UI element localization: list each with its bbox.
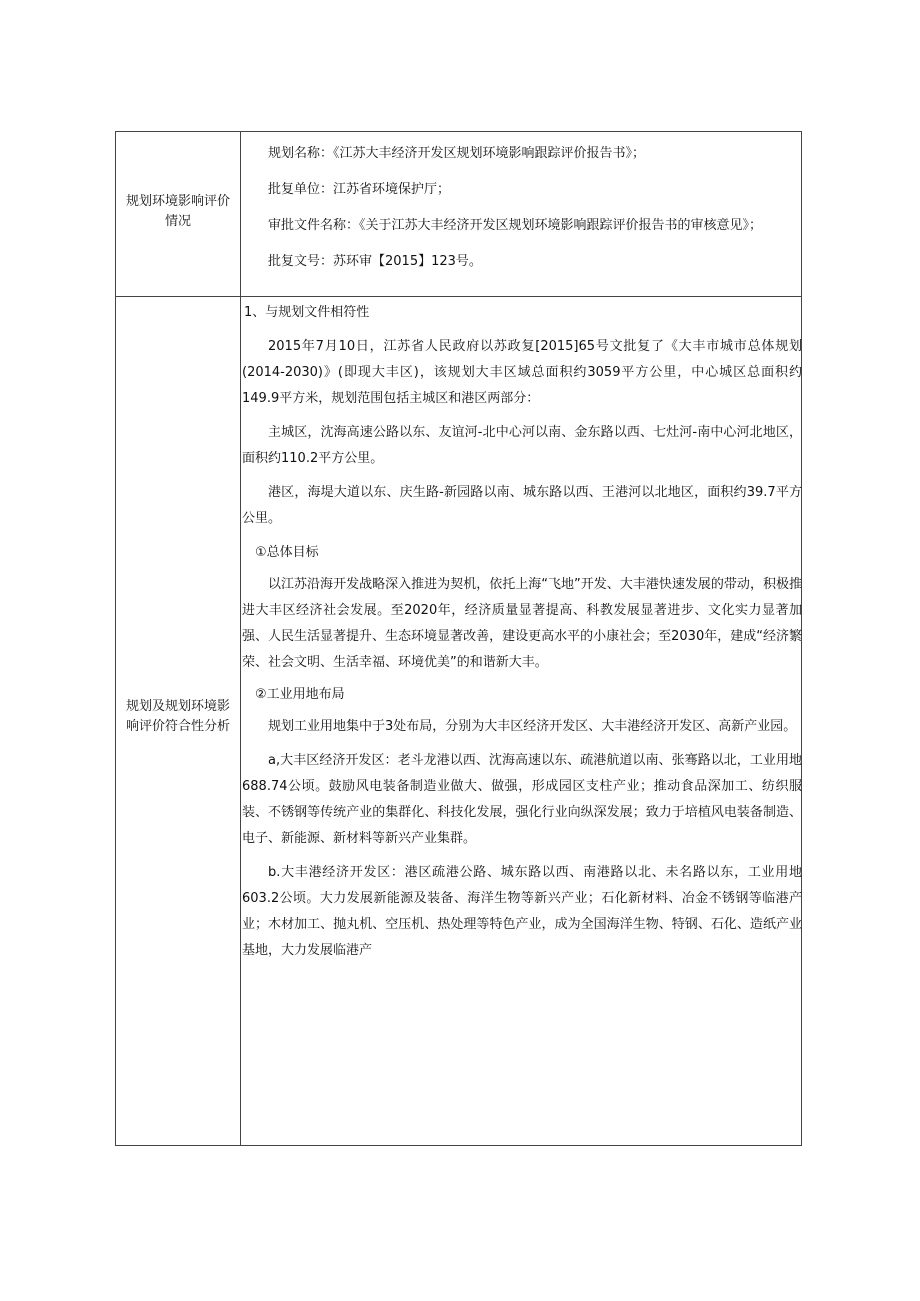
row1-content [242,141,802,275]
approval-number: 批复文号：苏环审【2015】123号。 [268,254,482,269]
row1-label [116,192,240,232]
industrial-layout-heading: ②工业用地布局 [255,687,345,702]
port-area-paragraph: 港区，海堤大道以东、庆生路-新园路以南、城东路以西、王港河以北地区，面积约39.7平方公里。 [242,485,802,526]
overall-goal-heading: ①总体目标 [255,545,319,560]
row-divider [116,296,801,297]
row1-label-line2: 情况 [164,214,191,229]
plan-name: 规划名称：《江苏大丰经济开发区规划环境影响跟踪评价报告书》； [268,146,646,161]
overall-goal-paragraph: 以江苏沿海开发战略深入推进为契机，依托上海“飞地”开发、大丰港快速发展的带动，积极推进大丰区经济社会发展。至2020年，经济质量显著提高、科教发展显著进步、文化实力显著加强、人民生活显著提升、生态环境显著改善，建设更高水平的小康社会；至2030年，建成“经济繁荣、社会文明、生活幸福、环境优美”的和谐新大丰。 [242,577,802,670]
row2-content [242,300,802,964]
approval-document-name: 审批文件名称：《关于江苏大丰经济开发区规划环境影响跟踪评价报告书的审核意见》； [268,218,763,233]
main-city-paragraph: 主城区，沈海高速公路以东、友谊河-北中心河以南、金东路以西、七灶河-南中心河北地区，面积约110.2平方公里。 [242,425,802,466]
row1-label-line1: 规划环境影响评价 [125,194,230,209]
industrial-layout-paragraph: 规划工业用地集中于3处布局，分别为大丰区经济开发区、大丰港经济开发区、高新产业园。 [268,719,797,734]
section-heading: 1、与规划文件相符性 [244,305,370,320]
row2-label-line2: 响评价符合性分析 [125,719,230,734]
dafeng-dev-zone-paragraph: a,大丰区经济开发区：老斗龙港以西、沈海高速以东、疏港航道以南、张骞路以北，工业用地688.74公顷。鼓励风电装备制造业做大、做强，形成园区支柱产业；推动食品深加工、纺织服装、不锈钢等传统产业的集群化、科技化发展，强化行业向纵深发展；致力于培植风电装备制造、电子、新能源、新材料等新兴产业集群。 [242,753,802,846]
row2-label-line1: 规划及规划环境影 [125,699,230,714]
row2-label [116,697,240,737]
column-divider [240,132,241,1145]
approval-unit: 批复单位：江苏省环境保护厅； [268,182,451,197]
info-table [115,131,802,1146]
approval-paragraph: 2015年7月10日，江苏省人民政府以苏政复[2015]65号文批复了《大丰市城市总体规划(2014-2030)》(即现大丰区)，该规划大丰区域总面积约3059平方公里，中心城区总面积约149.9平方米，规划范围包括主城区和港区两部分： [242,339,802,406]
dafeng-port-dev-zone-paragraph: b.大丰港经济开发区：港区疏港公路、城东路以西、南港路以北、未名路以东，工业用地603.2公顷。大力发展新能源及装备、海洋生物等新兴产业；石化新材料、冶金不锈钢等临港产业；木材加工、抛丸机、空压机、热处理等特色产业，成为全国海洋生物、特钢、石化、造纸产业基地，大力发展临港产 [242,865,802,958]
